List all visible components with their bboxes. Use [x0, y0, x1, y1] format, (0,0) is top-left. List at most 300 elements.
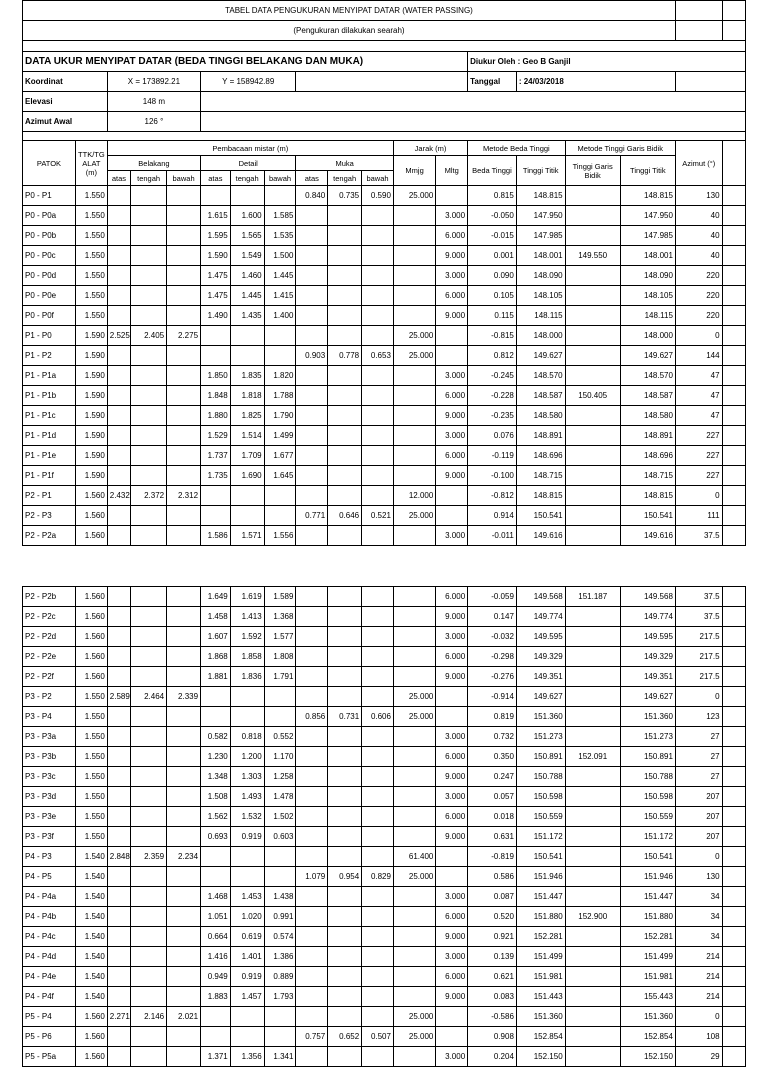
table-row: [23, 787, 746, 807]
table-cell: 0.083: [468, 987, 517, 1007]
table-cell: [107, 927, 130, 947]
table-cell: 220: [675, 286, 722, 306]
table-cell: [296, 386, 328, 406]
table-cell: 1.790: [264, 406, 296, 426]
table-cell: 9.000: [436, 466, 468, 486]
table-cell: [296, 647, 328, 667]
table-cell: [436, 486, 468, 506]
y-coordinate: Y = 158942.89: [201, 72, 296, 92]
table-cell: 1.793: [264, 987, 296, 1007]
table-cell: [131, 607, 167, 627]
table-cell: [131, 827, 167, 847]
table-cell: 0.574: [264, 927, 296, 947]
table-cell: [328, 787, 362, 807]
table-cell: 152.281: [620, 927, 675, 947]
table-cell: 0.204: [468, 1047, 517, 1067]
table-cell: 1.303: [230, 767, 264, 787]
table-cell: [230, 707, 264, 727]
table-cell: [565, 486, 620, 506]
table-cell: 150.891: [620, 747, 675, 767]
doc-subtitle: (Pengukuran dilakukan searah): [23, 21, 676, 41]
table-cell: 1.550: [76, 767, 108, 787]
table-cell: 1.475: [201, 266, 231, 286]
table-cell: 2.021: [167, 1007, 201, 1027]
table-cell: 207: [675, 807, 722, 827]
table-row: [23, 226, 746, 246]
table-cell: 1.415: [264, 286, 296, 306]
table-cell: 25.000: [393, 687, 435, 707]
table-cell: 150.598: [620, 787, 675, 807]
table-cell: [131, 386, 167, 406]
table-cell: 3.000: [436, 887, 468, 907]
table-cell: [107, 246, 130, 266]
table-cell: 1.438: [264, 887, 296, 907]
table-row: [23, 927, 746, 947]
table-cell: [393, 727, 435, 747]
table-cell: 148.815: [516, 186, 565, 206]
table-cell: 1.868: [201, 647, 231, 667]
table-cell: [393, 426, 435, 446]
table-cell: [167, 867, 201, 887]
table-cell: [264, 687, 296, 707]
table-cell: 6.000: [436, 967, 468, 987]
col-tinggi-titik-2: Tinggi Titik: [620, 156, 675, 186]
table-cell: [296, 286, 328, 306]
table-cell: 1.556: [264, 526, 296, 546]
table-cell: [328, 366, 362, 386]
table-cell: [393, 366, 435, 386]
table-cell: [264, 1027, 296, 1047]
table-cell: [328, 286, 362, 306]
table-cell: -0.032: [468, 627, 517, 647]
table-cell: 149.616: [620, 526, 675, 546]
table-cell: [393, 286, 435, 306]
table-cell: 130: [675, 186, 722, 206]
table-cell: [230, 486, 264, 506]
table-cell: 0.840: [296, 186, 328, 206]
table-cell: 2.312: [167, 486, 201, 506]
table-cell: 9.000: [436, 246, 468, 266]
table-cell: 148.587: [620, 386, 675, 406]
table-cell: 2.432: [107, 486, 130, 506]
table-cell: 2.525: [107, 326, 130, 346]
table-cell: 0.350: [468, 747, 517, 767]
azimut-value: 126 °: [107, 112, 200, 132]
table-cell: 6.000: [436, 647, 468, 667]
col-pembacaan: Pembacaan mistar (m): [107, 141, 393, 156]
patok-cell: P1 - P1b: [23, 386, 76, 406]
table-cell: [131, 206, 167, 226]
table-cell: 40: [675, 206, 722, 226]
patok-cell: P2 - P3: [23, 506, 76, 526]
table-cell: 1.560: [76, 587, 108, 607]
table-cell: [328, 587, 362, 607]
table-cell: 0.735: [328, 186, 362, 206]
table-cell: [362, 827, 394, 847]
table-cell: [393, 967, 435, 987]
table-cell: 1.590: [75, 466, 107, 486]
table-cell: 0.247: [468, 767, 517, 787]
table-cell: [565, 426, 620, 446]
table-cell: -0.050: [468, 206, 517, 226]
table-cell: 149.550: [565, 246, 620, 266]
table-cell: [565, 366, 620, 386]
table-cell: 151.360: [620, 707, 675, 727]
table-cell: [328, 967, 362, 987]
table-cell: 151.360: [620, 1007, 675, 1027]
table-cell: 2.271: [107, 1007, 130, 1027]
table-cell: 207: [675, 827, 722, 847]
table-cell: 0.731: [328, 707, 362, 727]
table-cell: [436, 847, 468, 867]
table-cell: 0.105: [468, 286, 517, 306]
patok-cell: P0 - P0c: [23, 246, 76, 266]
table-cell: 6.000: [436, 226, 468, 246]
table-cell: 1.400: [264, 306, 296, 326]
table-cell: [201, 847, 231, 867]
table-cell: [167, 206, 201, 226]
patok-cell: P3 - P3a: [23, 727, 76, 747]
table-cell: 40: [675, 226, 722, 246]
table-cell: [264, 486, 296, 506]
table-cell: [230, 326, 264, 346]
table-cell: 1.560: [75, 486, 107, 506]
table-cell: [131, 426, 167, 446]
table-cell: [131, 927, 167, 947]
table-cell: [296, 847, 328, 867]
table-cell: [436, 506, 468, 526]
table-cell: [131, 747, 167, 767]
table-cell: [362, 787, 394, 807]
patok-cell: P0 - P0a: [23, 206, 76, 226]
patok-cell: P1 - P2: [23, 346, 76, 366]
table-cell: [264, 506, 296, 526]
elevasi-value: 148 m: [107, 92, 200, 112]
table-cell: 25.000: [393, 186, 435, 206]
doc-heading: DATA UKUR MENYIPAT DATAR (BEDA TINGGI BELAKANG DAN MUKA): [23, 52, 468, 72]
table-cell: 1.540: [76, 987, 108, 1007]
table-cell: 150.891: [516, 747, 565, 767]
table-cell: [167, 967, 201, 987]
table-cell: 1.571: [230, 526, 264, 546]
table-cell: [565, 827, 620, 847]
table-cell: [131, 266, 167, 286]
table-cell: 1.170: [264, 747, 296, 767]
table-cell: [565, 707, 620, 727]
table-cell: [167, 426, 201, 446]
table-cell: [167, 807, 201, 827]
table-cell: [362, 426, 394, 446]
table-cell: [362, 667, 394, 687]
table-cell: 1.590: [75, 366, 107, 386]
table-cell: 152.900: [565, 907, 620, 927]
table-cell: [201, 486, 231, 506]
col-detail: Detail: [201, 156, 296, 171]
table-cell: 207: [675, 787, 722, 807]
table-cell: 2.372: [131, 486, 167, 506]
table-cell: [167, 286, 201, 306]
table-cell: 1.560: [75, 526, 107, 546]
table-cell: 1.590: [75, 386, 107, 406]
table-cell: [565, 326, 620, 346]
table-cell: 150.541: [620, 847, 675, 867]
table-cell: 0.652: [328, 1027, 362, 1047]
table-row: [23, 747, 746, 767]
table-cell: 0: [675, 326, 722, 346]
table-cell: [362, 1047, 394, 1067]
table-cell: 1.502: [264, 807, 296, 827]
table-cell: 214: [675, 967, 722, 987]
table-cell: 1.079: [296, 867, 328, 887]
table-cell: [565, 506, 620, 526]
table-cell: [296, 206, 328, 226]
table-cell: 0.819: [468, 707, 517, 727]
table-cell: [296, 226, 328, 246]
table-cell: [393, 246, 435, 266]
table-cell: [107, 1047, 130, 1067]
table-cell: 149.329: [620, 647, 675, 667]
table-cell: 0.621: [468, 967, 517, 987]
table-row: [23, 707, 746, 727]
patok-cell: P4 - P3: [23, 847, 76, 867]
patok-cell: P2 - P2e: [23, 647, 76, 667]
table-cell: 1.560: [76, 627, 108, 647]
col-metode-beda: Metode Beda Tinggi: [468, 141, 566, 156]
table-cell: [362, 386, 394, 406]
table-cell: 150.541: [516, 506, 565, 526]
table-cell: 0.507: [362, 1027, 394, 1047]
table-cell: 1.589: [264, 587, 296, 607]
table-cell: [393, 927, 435, 947]
table-cell: 148.696: [516, 446, 565, 466]
table-cell: [131, 867, 167, 887]
col-beda-tinggi: Beda Tinggi: [468, 156, 517, 186]
table-cell: [393, 206, 435, 226]
table-cell: [107, 306, 130, 326]
table-cell: 1.791: [264, 667, 296, 687]
table-cell: 0.582: [201, 727, 231, 747]
table-cell: 1.535: [264, 226, 296, 246]
table-cell: 151.187: [565, 587, 620, 607]
table-cell: 149.627: [516, 346, 565, 366]
table-cell: [230, 506, 264, 526]
koordinat-label: Koordinat: [23, 72, 108, 92]
table-cell: [362, 987, 394, 1007]
table-cell: [296, 987, 328, 1007]
table-cell: [107, 266, 130, 286]
patok-cell: P5 - P4: [23, 1007, 76, 1027]
patok-cell: P4 - P4e: [23, 967, 76, 987]
sub-bawah: bawah: [264, 171, 296, 186]
table-cell: 1.540: [76, 887, 108, 907]
table-cell: 9.000: [436, 927, 468, 947]
table-cell: 29: [675, 1047, 722, 1067]
table-cell: 0.812: [468, 346, 517, 366]
table-cell: 1.540: [76, 847, 108, 867]
table-cell: 25.000: [393, 1007, 435, 1027]
table-cell: [328, 466, 362, 486]
table-cell: 148.115: [516, 306, 565, 326]
table-cell: 1.550: [75, 266, 107, 286]
table-cell: -0.298: [468, 647, 517, 667]
table-cell: [565, 927, 620, 947]
table-row: [23, 727, 746, 747]
table-cell: [393, 627, 435, 647]
table-cell: 1.690: [230, 466, 264, 486]
table-row: [23, 687, 746, 707]
table-cell: 150.541: [516, 847, 565, 867]
table-cell: [393, 446, 435, 466]
table-cell: 151.981: [516, 967, 565, 987]
table-cell: [328, 206, 362, 226]
col-tinggi-garis: Tinggi Garis Bidik: [565, 156, 620, 186]
table-cell: [393, 807, 435, 827]
table-cell: [328, 727, 362, 747]
table-cell: [167, 627, 201, 647]
table-cell: [131, 1047, 167, 1067]
patok-cell: P5 - P6: [23, 1027, 76, 1047]
table-cell: 0.949: [201, 967, 231, 987]
continuation-table: [22, 586, 746, 1067]
table-cell: 1.881: [201, 667, 231, 687]
patok-cell: P2 - P2d: [23, 627, 76, 647]
table-cell: [264, 707, 296, 727]
table-cell: 2.464: [131, 687, 167, 707]
sub-tengah: tengah: [328, 171, 362, 186]
table-cell: [565, 346, 620, 366]
table-cell: 3.000: [436, 526, 468, 546]
table-cell: 151.273: [620, 727, 675, 747]
table-cell: [296, 486, 328, 506]
table-cell: [167, 526, 201, 546]
table-cell: 1.590: [201, 246, 231, 266]
patok-cell: P4 - P4d: [23, 947, 76, 967]
table-cell: [565, 1027, 620, 1047]
table-cell: [393, 887, 435, 907]
table-cell: 2.405: [131, 326, 167, 346]
patok-cell: P0 - P0f: [23, 306, 76, 326]
table-cell: 148.891: [620, 426, 675, 446]
col-muka: Muka: [296, 156, 394, 171]
table-cell: 149.774: [516, 607, 565, 627]
table-cell: 155.443: [620, 987, 675, 1007]
table-cell: 1.560: [75, 506, 107, 526]
table-cell: 214: [675, 947, 722, 967]
table-cell: 151.499: [620, 947, 675, 967]
table-cell: [167, 246, 201, 266]
table-cell: 1.590: [75, 326, 107, 346]
table-cell: 25.000: [393, 707, 435, 727]
table-cell: 148.815: [516, 486, 565, 506]
table-cell: 1.590: [75, 406, 107, 426]
table-cell: 150.541: [620, 506, 675, 526]
table-cell: 148.580: [620, 406, 675, 426]
table-cell: 3.000: [436, 627, 468, 647]
table-cell: 1.508: [201, 787, 231, 807]
table-cell: [167, 446, 201, 466]
table-cell: 227: [675, 466, 722, 486]
table-cell: [167, 907, 201, 927]
table-cell: [167, 226, 201, 246]
table-cell: 61.400: [393, 847, 435, 867]
table-cell: 217.5: [675, 627, 722, 647]
table-cell: 1.478: [264, 787, 296, 807]
table-cell: 108: [675, 1027, 722, 1047]
table-cell: 3.000: [436, 266, 468, 286]
table-row: [23, 426, 746, 446]
table-cell: 0.914: [468, 506, 517, 526]
table-cell: 27: [675, 747, 722, 767]
table-cell: 0.693: [201, 827, 231, 847]
table-cell: [131, 506, 167, 526]
col-tinggi-titik: Tinggi Titik: [516, 156, 565, 186]
table-cell: 0.619: [230, 927, 264, 947]
table-cell: [362, 446, 394, 466]
table-row: [23, 246, 746, 266]
x-coordinate: X = 173892.21: [107, 72, 200, 92]
table-cell: [565, 647, 620, 667]
table-cell: 0.771: [296, 506, 328, 526]
measured-by: Diukur Oleh : Geo B Ganjil: [468, 52, 746, 72]
table-cell: 1.577: [264, 627, 296, 647]
table-cell: [565, 627, 620, 647]
table-cell: 1.562: [201, 807, 231, 827]
patok-cell: P2 - P2a: [23, 526, 76, 546]
table-cell: 0.590: [362, 186, 394, 206]
table-cell: 0.076: [468, 426, 517, 446]
table-cell: [107, 366, 130, 386]
table-cell: 0.646: [328, 506, 362, 526]
table-cell: 1.445: [230, 286, 264, 306]
table-cell: [393, 607, 435, 627]
table-cell: [296, 787, 328, 807]
table-cell: 1.230: [201, 747, 231, 767]
table-cell: [328, 887, 362, 907]
table-cell: [393, 1047, 435, 1067]
table-cell: [296, 526, 328, 546]
table-cell: 151.447: [620, 887, 675, 907]
table-cell: 25.000: [393, 326, 435, 346]
table-cell: 1.550: [75, 246, 107, 266]
table-cell: 9.000: [436, 827, 468, 847]
table-cell: [131, 446, 167, 466]
table-cell: [328, 987, 362, 1007]
table-cell: [264, 867, 296, 887]
table-cell: 151.172: [620, 827, 675, 847]
table-cell: [328, 326, 362, 346]
table-cell: [296, 306, 328, 326]
table-cell: 1.258: [264, 767, 296, 787]
table-cell: 0.520: [468, 907, 517, 927]
table-cell: 148.090: [620, 266, 675, 286]
table-cell: 1.550: [76, 807, 108, 827]
table-cell: 151.447: [516, 887, 565, 907]
table-cell: [201, 687, 231, 707]
table-cell: 151.499: [516, 947, 565, 967]
table-cell: 1.848: [201, 386, 231, 406]
table-cell: [167, 607, 201, 627]
table-cell: [107, 506, 130, 526]
table-cell: [167, 186, 201, 206]
table-cell: 0.552: [264, 727, 296, 747]
table-cell: [167, 466, 201, 486]
table-cell: [131, 727, 167, 747]
table-cell: [393, 526, 435, 546]
table-cell: [296, 366, 328, 386]
table-cell: [107, 607, 130, 627]
table-cell: 1.880: [201, 406, 231, 426]
table-row: [23, 767, 746, 787]
